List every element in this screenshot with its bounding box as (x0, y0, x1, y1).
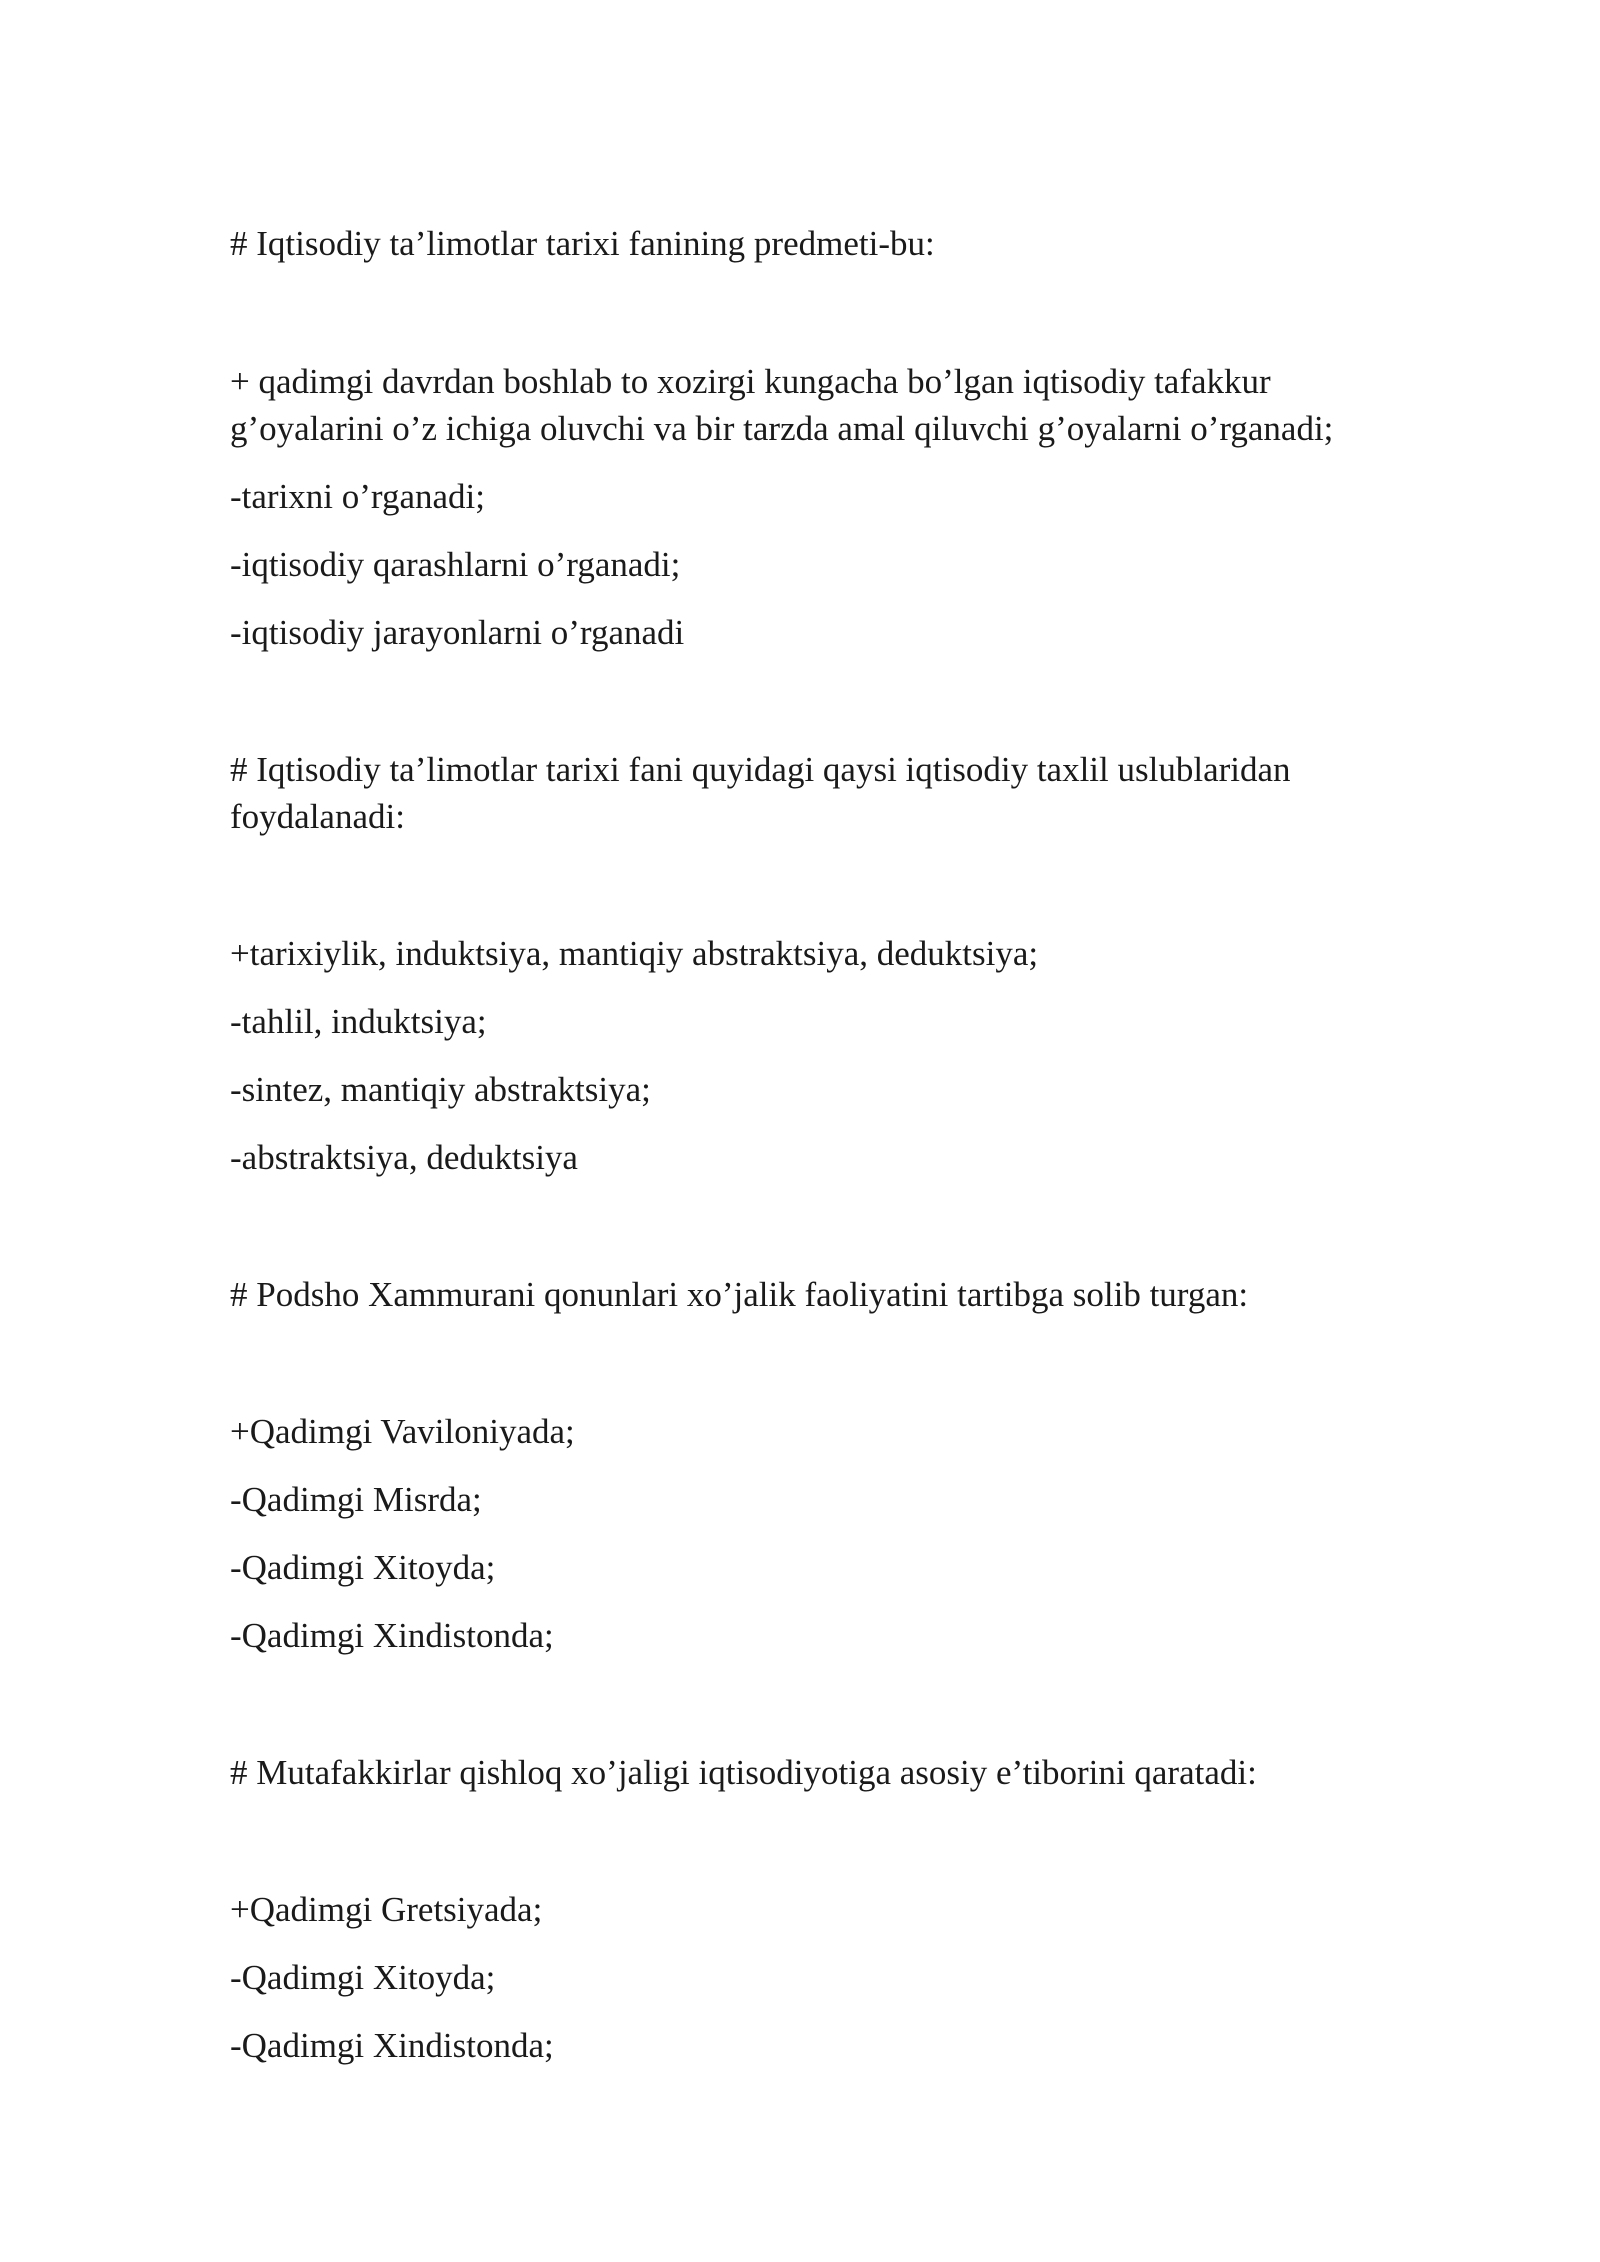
question-4-answer-correct: +Qadimgi Gretsiyada; (230, 1890, 543, 1929)
question-4-answer-option: -Qadimgi Xindistonda; (230, 2026, 554, 2065)
question-3-answer-option: -Qadimgi Misrda; (230, 1480, 482, 1519)
question-3-text: # Podsho Xammurani qonunlari xo’jalik faoliyatini tartibga solib turgan: (230, 1275, 1249, 1314)
question-1-answer-correct-line-2: g’oyalarini o’z ichiga oluvchi va bir tarzda amal qiluvchi g’oyalarni o’rganadi; (230, 409, 1334, 448)
question-1-answer-option: -iqtisodiy qarashlarni o’rganadi; (230, 545, 681, 584)
question-2-answer-option: -abstraktsiya, deduktsiya (230, 1138, 578, 1177)
question-2-answer-correct: +tarixiylik, induktsiya, mantiqiy abstraktsiya, deduktsiya; (230, 934, 1039, 973)
question-2-text-line-1: # Iqtisodiy ta’limotlar tarixi fani quyidagi qaysi iqtisodiy taxlil uslublaridan (230, 750, 1291, 789)
question-1-answer-option: -tarixni o’rganadi; (230, 477, 485, 516)
question-3-answer-option: -Qadimgi Xindistonda; (230, 1616, 554, 1655)
question-1-answer-option: -iqtisodiy jarayonlarni o’rganadi (230, 613, 685, 652)
question-3-answer-correct: +Qadimgi Vaviloniyada; (230, 1412, 575, 1451)
question-2-text-line-2: foydalanadi: (230, 797, 405, 836)
question-1-text: # Iqtisodiy ta’limotlar tarixi fanining predmeti-bu: (230, 224, 935, 263)
question-4-text: # Mutafakkirlar qishloq xo’jaligi iqtisodiyotiga asosiy e’tiborini qaratadi: (230, 1753, 1257, 1792)
question-2-answer-option: -tahlil, induktsiya; (230, 1002, 487, 1041)
question-3-answer-option: -Qadimgi Xitoyda; (230, 1548, 496, 1587)
question-1-answer-correct-line-1: + qadimgi davrdan boshlab to xozirgi kungacha bo’lgan iqtisodiy tafakkur (230, 362, 1271, 401)
question-2-answer-option: -sintez, mantiqiy abstraktsiya; (230, 1070, 651, 1109)
question-4-answer-option: -Qadimgi Xitoyda; (230, 1958, 496, 1997)
